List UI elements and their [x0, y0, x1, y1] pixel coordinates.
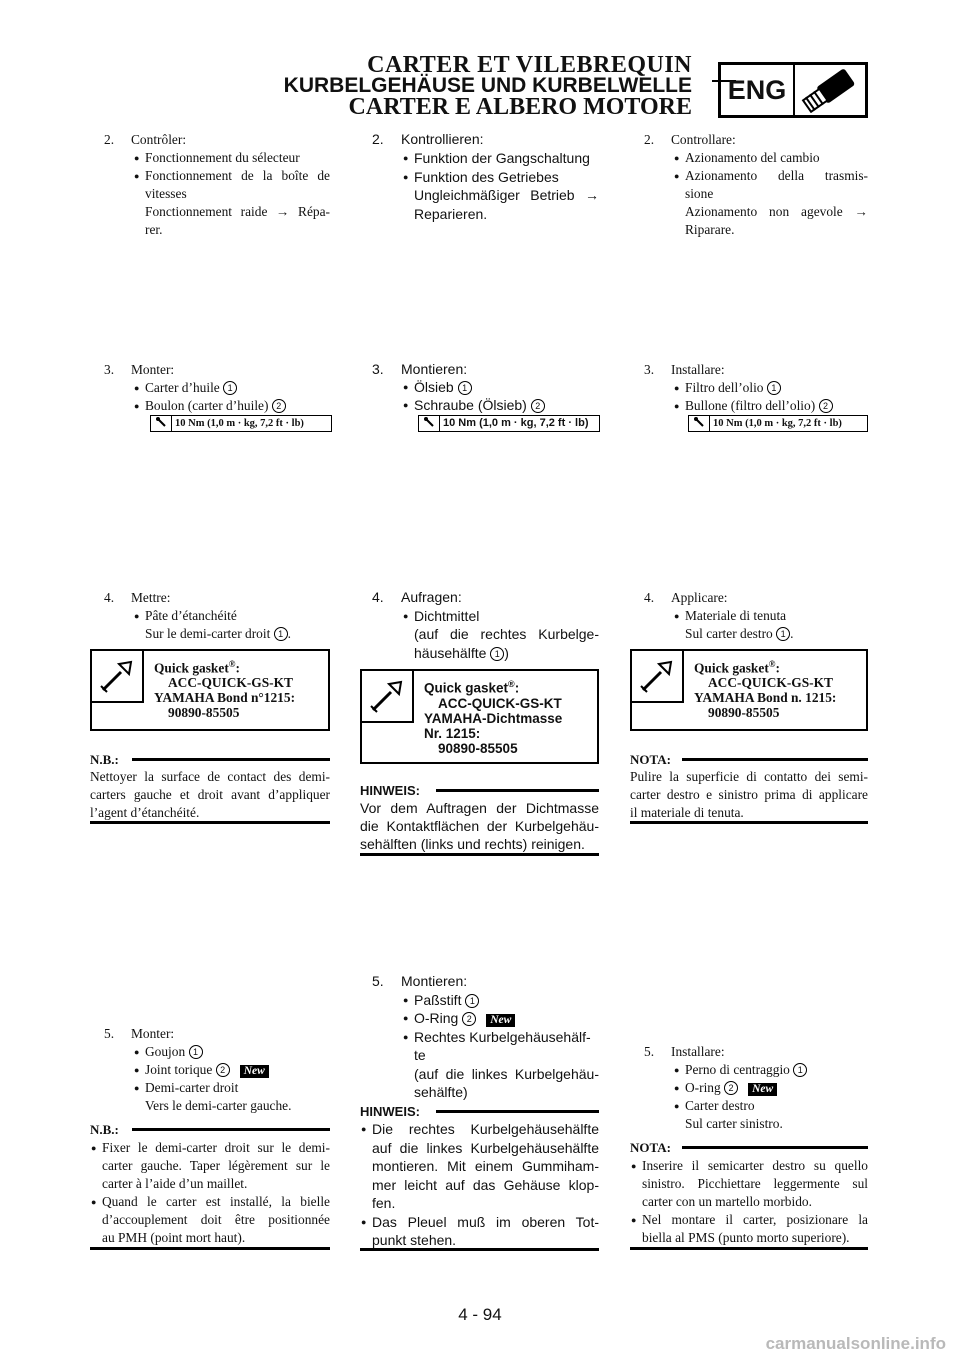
callout-number: 2 [462, 1012, 476, 1026]
bullet-text: Boulon (carter d’huile) [145, 398, 269, 413]
sealant-line: YAMAHA Bond n°1215: [154, 690, 296, 706]
bullet-text: Goujon [145, 1044, 186, 1059]
text-part: ® [228, 659, 236, 669]
text-line: rer. [145, 222, 163, 237]
step-title: Monter: [131, 362, 175, 377]
text-line: sehälfte) [414, 1084, 468, 1100]
text-line: carter gauche. Taper légèrement sur le [102, 1158, 330, 1173]
new-part-badge: New [748, 1083, 777, 1096]
step-title: Monter: [131, 1026, 175, 1041]
step-number: 5. [372, 973, 384, 989]
torque-spec [418, 415, 600, 432]
note-heading: HINWEIS: [360, 1104, 420, 1119]
step-title: Aufragen: [401, 589, 462, 605]
step-title: Montieren: [401, 361, 468, 377]
engine-bolt-icon [795, 65, 865, 115]
text-line: (auf die linkes Kurbelgehäu- [414, 1066, 599, 1082]
bullet-text: Schraube (Ölsieb) [414, 397, 527, 413]
torque-value: 10 Nm (1,0 m · kg, 7,2 ft · lb) [443, 417, 589, 429]
text-part: Quick gasket [154, 660, 229, 676]
note-rule [132, 758, 330, 761]
step-number: 5. [104, 1026, 115, 1041]
bullet-text: Joint torique [145, 1062, 213, 1077]
sealant-box [630, 649, 868, 731]
bullet-item: ● Azionamento della trasmis- [685, 167, 868, 185]
header-title-de: KURBELGEHÄUSE UND KURBELWELLE [283, 74, 692, 97]
callout-number: 2 [272, 399, 286, 413]
torque-wrench-icon [419, 416, 440, 431]
text-line: mer leicht auf das Gehäuse klop- [372, 1177, 599, 1193]
callout-number: 1 [189, 1045, 203, 1059]
bullet-item: ● Dichtmittel [414, 607, 479, 626]
text-part: : [514, 680, 520, 696]
eng-badge-label: ENG [721, 65, 795, 115]
eng-badge [718, 62, 868, 118]
bullet-item [685, 379, 781, 397]
bullet-item [145, 1043, 203, 1061]
note-end-rule [630, 1247, 868, 1250]
callout-number: 2 [724, 1081, 738, 1095]
sealant-tool-icon [362, 671, 414, 723]
sealant-text [694, 657, 836, 720]
text-line: carter destro e sinistro prima di applicare [630, 787, 868, 802]
note-end-rule [90, 821, 330, 824]
step-number: 3. [104, 362, 115, 377]
step-title: Installare: [671, 1044, 725, 1059]
note-end-rule [630, 821, 868, 824]
callout-number: 2 [531, 399, 545, 413]
text-line: carters gauche et droit avant d’appliquer [90, 787, 330, 802]
text-line: vitesses [145, 186, 187, 201]
step-number: 2. [104, 132, 115, 147]
text-part: ® [768, 659, 776, 669]
text-line: Nettoyer la surface de contact des demi- [90, 769, 330, 784]
note-end-rule [90, 1247, 330, 1250]
note-bullet: ● Inserire il semicarter destro su quello [642, 1157, 868, 1175]
sealant-line: 90890-85505 [438, 740, 518, 756]
text-line: die Kontaktflächen der Kurbelgehäu- [360, 818, 599, 834]
step-number: 2. [644, 132, 655, 147]
note-end-rule [360, 1248, 599, 1251]
note-end-rule [360, 853, 599, 856]
callout-number: 1 [274, 627, 288, 641]
note-heading: NOTA: [630, 752, 671, 767]
sealant-box [90, 649, 330, 731]
text-line: te [414, 1047, 426, 1063]
text-line: au PMH (point mort haut). [102, 1230, 246, 1245]
note-heading: NOTA: [630, 1140, 671, 1155]
bullet-item: ● Funktion der Gangschaltung [414, 149, 590, 168]
text-line: Fonctionnement raide → Répa- [145, 204, 330, 219]
sealant-line: 90890-85505 [708, 705, 780, 721]
text-line: Pulire la superficie di contatto dei semi- [630, 769, 868, 784]
torque-value: 10 Nm (1,0 m · kg, 7,2 ft · lb) [175, 418, 304, 429]
sealant-line: YAMAHA Bond n. 1215: [694, 690, 837, 706]
text-line: Riparare. [685, 222, 735, 237]
bullet-text: Bullone (filtro dell’olio) [685, 398, 816, 413]
bullet-item [414, 991, 479, 1010]
step-number: 3. [372, 361, 384, 377]
note-bullet: ● Das Pleuel muß im oberen Tot- [372, 1213, 599, 1232]
text-line [414, 644, 509, 663]
note-rule [436, 1110, 599, 1113]
text-line: Sul carter sinistro. [685, 1116, 783, 1131]
step-number: 4. [372, 589, 384, 605]
bullet-item [685, 1079, 777, 1097]
new-part-badge: New [486, 1014, 515, 1027]
bullet-item: ● Rechtes Kurbelgehäusehälf- [414, 1028, 591, 1047]
bullet-text: Ölsieb [414, 379, 454, 395]
text-line: carter con un martello morbido. [642, 1194, 812, 1209]
sealant-line [154, 657, 295, 675]
sealant-text [154, 657, 295, 720]
note-bullet: ● Quand le carter est installé, la bielle [102, 1193, 330, 1211]
torque-value: 10 Nm (1,0 m · kg, 7,2 ft · lb) [713, 418, 842, 429]
text-line: sehälften (links und rechts) reinigen. [360, 836, 585, 852]
bullet-text: Paßstift [414, 992, 462, 1008]
sealant-tool-icon [92, 651, 144, 703]
sealant-line: 90890-85505 [168, 705, 240, 721]
text-line: carter à l’aide d’un maillet. [102, 1176, 248, 1191]
text-line: punkt stehen. [372, 1232, 457, 1248]
callout-number: 1 [465, 994, 479, 1008]
step-title: Montieren: [401, 973, 468, 989]
text-line: Vor dem Auftragen der Dichtmasse [360, 800, 599, 816]
sealant-box [360, 669, 599, 764]
step-title: Mettre: [131, 590, 171, 605]
text-line: Ungleichmäßiger Betrieb → [414, 187, 599, 203]
note-heading: N.B.: [90, 1122, 119, 1137]
step-title: Applicare: [671, 590, 728, 605]
text-line: sione [685, 186, 714, 201]
sealant-line [694, 657, 836, 675]
text-part: : [235, 660, 240, 676]
sealant-line: YAMAHA-Dichtmasse [424, 710, 563, 726]
watermark: carmanualsonline.info [765, 1334, 946, 1353]
text-line: Reparieren. [414, 206, 488, 222]
callout-number: 1 [490, 647, 504, 661]
step-title: Kontrollieren: [401, 131, 484, 147]
text-part: ) [504, 645, 509, 661]
note-heading: N.B.: [90, 752, 119, 767]
torque-wrench-icon [151, 416, 172, 431]
callout-number: 1 [767, 381, 781, 395]
callout-number: 2 [216, 1063, 230, 1077]
step-title: Contrôler: [131, 132, 187, 147]
step-number: 5. [644, 1044, 655, 1059]
header-title-it: CARTER E ALBERO MOTORE [348, 94, 692, 120]
sealant-line: ACC-QUICK-GS-KT [438, 695, 562, 711]
bullet-item: ● Materiale di tenuta [685, 607, 786, 625]
bullet-item [145, 397, 286, 415]
bullet-item: ● Fonctionnement de la boîte de [145, 167, 330, 185]
text-part: Sur le demi-carter droit [145, 626, 271, 641]
bullet-item [145, 379, 237, 397]
header-title-fr: CARTER ET VILEBREQUIN [367, 52, 692, 78]
bullet-item: ● Pâte d’étanchéité [145, 607, 237, 625]
bullet-text: Carter d’huile [145, 380, 220, 395]
bullet-text: Perno di centraggio [685, 1062, 790, 1077]
text-line: fen. [372, 1195, 396, 1211]
bullet-item [145, 1061, 269, 1079]
text-line: Azionamento non agevole → [685, 204, 868, 219]
text-line: Vers le demi-carter gauche. [145, 1098, 292, 1113]
bullet-text: O-Ring [414, 1010, 459, 1026]
text-part: häusehälfte [414, 645, 487, 661]
text-line: sinistro. Picchiettare leggermente sul [642, 1176, 868, 1191]
text-line: il materiale di tenuta. [630, 805, 744, 820]
sealant-line: ACC-QUICK-GS-KT [168, 675, 293, 691]
step-number: 2. [372, 131, 384, 147]
page-number: 4 - 94 [458, 1305, 502, 1324]
note-rule [682, 1146, 868, 1149]
step-number: 4. [104, 590, 115, 605]
note-rule [682, 758, 868, 761]
sealant-text [424, 677, 562, 756]
bullet-text: Filtro dell’olio [685, 380, 764, 395]
bullet-item: ● Funktion des Getriebes [414, 168, 559, 187]
step-number: 4. [644, 590, 655, 605]
text-part: ® [508, 679, 515, 689]
step-title: Installare: [671, 362, 725, 377]
sealant-line [424, 677, 562, 696]
callout-number: 1 [458, 381, 472, 395]
torque-wrench-icon [689, 416, 710, 431]
bullet-item [685, 397, 833, 415]
new-part-badge: New [240, 1065, 269, 1078]
note-bullet: ● Die rechtes Kurbelgehäusehälfte [372, 1120, 599, 1139]
sealant-line: ACC-QUICK-GS-KT [708, 675, 833, 691]
bullet-item: ● Demi-carter droit [145, 1079, 238, 1097]
callout-number: 1 [776, 627, 790, 641]
text-line: d’accouplement doit être positionnée [102, 1212, 330, 1227]
sealant-line: Nr. 1215: [424, 725, 481, 741]
text-line: l’agent d’étanchéité. [90, 805, 200, 820]
step-title: Controllare: [671, 132, 736, 147]
text-part: Sul carter destro [685, 626, 773, 641]
bullet-item [685, 1061, 807, 1079]
note-bullet: ● Fixer le demi-carter droit sur le demi- [102, 1139, 330, 1157]
sealant-tool-icon [632, 651, 684, 703]
callout-number: 1 [223, 381, 237, 395]
step-number: 3. [644, 362, 655, 377]
torque-spec [150, 415, 332, 432]
note-bullet: ● Nel montare il carter, posizionare la [642, 1211, 868, 1229]
callout-number: 2 [819, 399, 833, 413]
text-line: biella al PMS (punto morto superiore). [642, 1230, 850, 1245]
bullet-item: ● Azionamento del cambio [685, 149, 820, 167]
bullet-item: ● Fonctionnement du sélecteur [145, 149, 300, 167]
text-part: : [775, 660, 780, 676]
text-part: Quick gasket [424, 680, 509, 696]
note-rule [132, 1128, 330, 1131]
callout-number: 1 [793, 1063, 807, 1077]
bullet-item [414, 396, 545, 415]
text-line: (auf die rechtes Kurbelge- [414, 626, 599, 642]
bullet-item [414, 1009, 515, 1028]
text-line: auf die linkes Kurbelgehäusehälfte [372, 1140, 599, 1156]
torque-spec [688, 415, 868, 432]
text-line: Sur le demi-carter droit 1 . [145, 626, 292, 641]
bullet-item: ● Carter destro [685, 1097, 755, 1115]
text-part: Quick gasket [694, 660, 769, 676]
bullet-item [414, 378, 472, 397]
text-line: montieren. Mit einem Gummiham- [372, 1158, 599, 1174]
bullet-text: O-ring [685, 1080, 721, 1095]
note-heading: HINWEIS: [360, 783, 420, 798]
text-line: Sul carter destro 1 . [685, 626, 794, 641]
note-rule [436, 789, 599, 792]
